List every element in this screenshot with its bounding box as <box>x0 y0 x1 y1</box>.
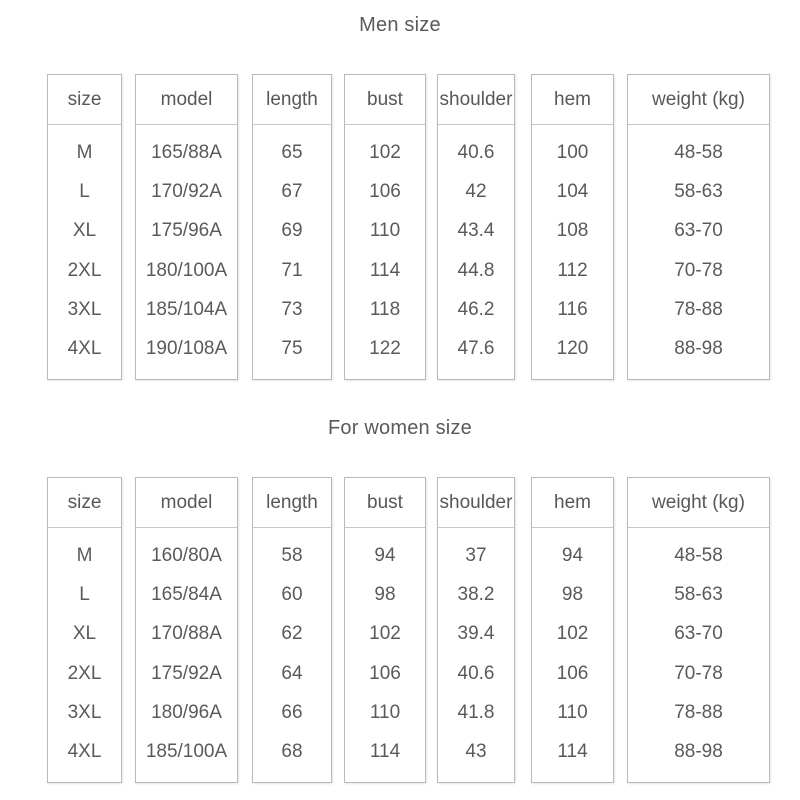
women-cell-model: 165/84A <box>151 583 222 605</box>
men-size-title: Men size <box>359 14 441 36</box>
men-cell-model: 175/96A <box>151 220 222 242</box>
women-cell-shoulder: 39.4 <box>457 623 495 645</box>
women-header-weight: weight (kg) <box>628 478 769 528</box>
men-cell-bust: 118 <box>369 298 401 320</box>
men-cell-bust: 102 <box>369 141 401 163</box>
women-column-bust <box>344 477 426 783</box>
women-header-length: length <box>253 478 331 528</box>
women-cell-shoulder: 43 <box>465 741 487 763</box>
women-cell-model: 160/80A <box>151 544 222 566</box>
men-cell-size: 3XL <box>67 298 102 320</box>
women-column-hem <box>531 477 614 783</box>
men-cell-shoulder: 47.6 <box>457 338 495 360</box>
men-cell-shoulder: 40.6 <box>457 141 495 163</box>
men-column-model <box>135 74 238 380</box>
women-cell-shoulder: 41.8 <box>457 701 495 723</box>
women-cell-weight: 48-58 <box>674 544 723 566</box>
women-cell-shoulder: 40.6 <box>457 662 495 684</box>
women-column-shoulder <box>437 477 515 783</box>
men-cell-size: XL <box>72 220 97 242</box>
women-cell-size: XL <box>72 623 97 645</box>
women-cell-size: 4XL <box>67 741 102 763</box>
men-column-size <box>47 74 122 380</box>
women-cell-length: 64 <box>281 662 303 684</box>
men-cell-hem: 116 <box>557 298 588 320</box>
men-cell-weight: 88-98 <box>674 338 723 360</box>
men-cell-hem: 100 <box>556 141 589 163</box>
men-cell-model: 170/92A <box>151 180 222 202</box>
women-cell-length: 60 <box>281 583 303 605</box>
women-cell-size: 2XL <box>67 662 102 684</box>
women-header-bust: bust <box>345 478 425 528</box>
men-header-bust: bust <box>345 75 425 125</box>
men-header-weight: weight (kg) <box>628 75 769 125</box>
women-cell-size: L <box>79 583 90 605</box>
women-cell-bust: 98 <box>374 583 396 605</box>
men-cell-weight: 48-58 <box>674 141 723 163</box>
men-cell-length: 67 <box>281 180 303 202</box>
women-cell-weight: 88-98 <box>674 741 723 763</box>
men-cell-size: M <box>76 141 93 163</box>
women-header-size: size <box>48 478 121 528</box>
women-column-size <box>47 477 122 783</box>
men-cell-size: 2XL <box>67 259 102 281</box>
women-column-length <box>252 477 332 783</box>
men-cell-shoulder: 44.8 <box>457 259 495 281</box>
men-cell-shoulder: 46.2 <box>457 298 495 320</box>
men-column-shoulder <box>437 74 515 380</box>
men-cell-hem: 120 <box>556 338 589 360</box>
women-cell-model: 175/92A <box>151 662 222 684</box>
men-header-length: length <box>253 75 331 125</box>
men-cell-hem: 112 <box>557 259 588 281</box>
men-cell-weight: 78-88 <box>674 298 723 320</box>
women-cell-weight: 78-88 <box>674 701 723 723</box>
men-column-length <box>252 74 332 380</box>
men-header-hem: hem <box>532 75 613 125</box>
women-cell-bust: 106 <box>369 662 401 684</box>
men-cell-length: 65 <box>281 141 303 163</box>
women-cell-hem: 114 <box>557 741 588 763</box>
women-cell-length: 66 <box>281 701 303 723</box>
women-cell-shoulder: 38.2 <box>457 583 495 605</box>
women-cell-length: 68 <box>281 741 303 763</box>
men-cell-shoulder: 42 <box>465 180 487 202</box>
men-cell-bust: 114 <box>369 259 401 281</box>
women-cell-length: 62 <box>281 623 303 645</box>
men-header-shoulder: shoulder <box>438 75 514 125</box>
women-cell-hem: 94 <box>561 544 584 566</box>
women-cell-model: 180/96A <box>151 701 222 723</box>
women-cell-bust: 110 <box>369 701 401 723</box>
women-column-model <box>135 477 238 783</box>
women-cell-hem: 98 <box>561 583 584 605</box>
men-cell-length: 71 <box>281 259 303 281</box>
men-cell-hem: 104 <box>556 180 589 202</box>
men-column-bust <box>344 74 426 380</box>
men-cell-weight: 63-70 <box>674 220 723 242</box>
women-cell-length: 58 <box>281 544 303 566</box>
men-cell-weight: 58-63 <box>674 180 723 202</box>
women-cell-hem: 110 <box>557 701 588 723</box>
men-cell-weight: 70-78 <box>674 259 723 281</box>
women-cell-hem: 102 <box>556 623 589 645</box>
men-cell-shoulder: 43.4 <box>457 220 495 242</box>
men-cell-length: 73 <box>281 298 303 320</box>
men-cell-model: 190/108A <box>145 338 228 360</box>
women-size-title: For women size <box>328 417 472 439</box>
men-header-size: size <box>48 75 121 125</box>
women-header-hem: hem <box>532 478 613 528</box>
women-header-shoulder: shoulder <box>438 478 514 528</box>
men-cell-bust: 122 <box>369 338 401 360</box>
women-cell-shoulder: 37 <box>465 544 487 566</box>
men-cell-bust: 110 <box>369 220 401 242</box>
men-header-model: model <box>136 75 237 125</box>
men-cell-bust: 106 <box>369 180 401 202</box>
men-cell-model: 165/88A <box>151 141 222 163</box>
women-column-weight <box>627 477 770 783</box>
men-column-hem <box>531 74 614 380</box>
men-cell-length: 69 <box>281 220 303 242</box>
women-cell-size: M <box>76 544 93 566</box>
men-column-weight <box>627 74 770 380</box>
women-cell-bust: 114 <box>369 741 401 763</box>
women-cell-weight: 58-63 <box>674 583 723 605</box>
men-cell-hem: 108 <box>556 220 589 242</box>
women-cell-hem: 106 <box>556 662 589 684</box>
women-cell-weight: 70-78 <box>674 662 723 684</box>
women-cell-model: 170/88A <box>151 623 222 645</box>
women-cell-bust: 94 <box>374 544 396 566</box>
women-cell-model: 185/100A <box>145 741 228 763</box>
women-cell-weight: 63-70 <box>674 623 723 645</box>
men-cell-length: 75 <box>281 338 303 360</box>
men-cell-model: 180/100A <box>145 259 228 281</box>
women-cell-bust: 102 <box>369 623 401 645</box>
women-cell-size: 3XL <box>67 701 102 723</box>
men-cell-size: 4XL <box>67 338 102 360</box>
women-header-model: model <box>136 478 237 528</box>
men-cell-model: 185/104A <box>145 298 228 320</box>
men-cell-size: L <box>79 180 90 202</box>
